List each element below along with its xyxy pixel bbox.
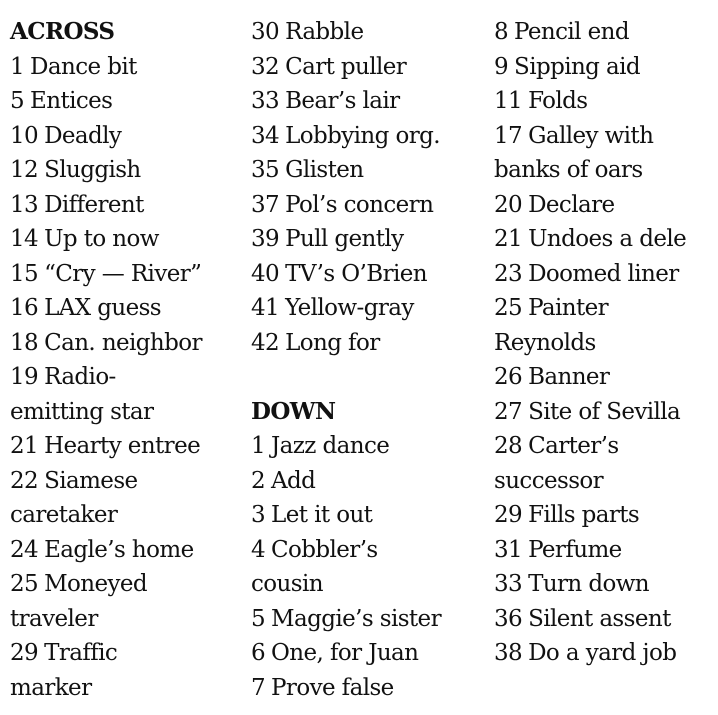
clue-number: 1 [10,53,25,80]
clue-item [10,257,242,292]
down-clue-list-continued [494,15,714,671]
clue-number: 13 [10,191,39,218]
clue-item [494,533,714,568]
clue-line [494,533,714,568]
clue-item [10,464,242,533]
clue-number: 24 [10,536,39,563]
clue-line [494,50,714,85]
clue-line [494,15,714,50]
clue-number: 42 [251,329,280,356]
clue-text: “Cry — River” [44,260,202,287]
clue-text-continuation: successor [494,467,604,494]
clue-line [251,15,489,50]
clue-item [251,291,489,326]
clue-line [494,360,714,395]
clue-number: 41 [251,295,280,321]
clue-item [494,429,714,498]
clue-text: Painter [528,295,609,321]
clue-number: 9 [494,53,509,80]
clue-line [494,602,714,637]
clue-item [10,50,242,85]
clue-number: 5 [10,88,25,114]
clue-line [494,395,714,430]
clue-line [251,188,489,223]
clue-line [494,119,714,154]
clue-item [251,15,489,50]
clue-text: Pull gently [285,226,404,252]
clue-item [494,567,714,602]
clue-line [251,636,489,671]
clue-line [10,360,242,395]
clue-line [251,326,489,361]
clue-line [494,257,714,292]
clue-number: 34 [251,122,280,149]
clue-item [10,291,242,326]
clue-text: Maggie’s sister [271,605,441,632]
clue-item [251,326,489,361]
clue-item [494,222,714,257]
clue-number: 35 [251,157,280,183]
clue-text-continuation: marker [10,674,92,701]
clue-number: 31 [494,536,523,563]
clue-line [251,84,489,119]
down-heading: DOWN [251,397,336,425]
clue-number: 40 [251,260,280,287]
clue-number: 30 [251,19,280,45]
clue-item [494,498,714,533]
clue-number: 19 [10,364,39,390]
clue-text-continuation: Reynolds [494,329,596,356]
across-heading: ACROSS [10,18,115,45]
clue-item [251,50,489,85]
clue-item [10,222,242,257]
clue-item [251,429,489,464]
clue-text: Carter’s [528,433,619,459]
clue-text: Hearty entree [44,433,201,459]
clue-text: Can. neighbor [44,329,202,356]
clue-number: 21 [494,226,523,252]
clue-number: 29 [494,502,523,528]
clue-text: Perfume [528,536,622,563]
clue-line [494,636,714,671]
clue-text: Let it out [271,502,373,528]
clue-line [10,567,242,602]
clue-item [251,636,489,671]
clue-line [10,188,242,223]
clue-line [10,222,242,257]
clue-line [251,671,489,706]
clue-text: Sluggish [44,157,141,183]
across-clue-list [10,50,242,706]
clue-text: Eagle’s home [44,536,194,563]
clue-item [251,533,489,602]
clue-item [10,153,242,188]
clue-number: 27 [494,398,523,425]
clue-item [494,636,714,671]
clue-number: 20 [494,191,523,218]
clue-line [494,429,714,464]
clue-number: 2 [251,467,266,494]
clue-text: Long for [285,329,380,356]
clue-item [10,567,242,636]
clue-number: 37 [251,191,280,218]
clue-text: Lobbying org. [285,122,440,149]
clue-text: Turn down [528,571,650,597]
clue-line [251,153,489,188]
clue-item [494,360,714,395]
clue-item [494,395,714,430]
clue-item [494,50,714,85]
clue-number: 22 [10,467,39,494]
clue-text-continuation: caretaker [10,502,118,528]
clue-line [251,498,489,533]
clue-item [251,464,489,499]
clue-text: Galley with [528,122,654,149]
clue-text: Up to now [44,226,159,252]
clue-number: 33 [494,571,523,597]
clue-number: 29 [10,640,39,666]
clue-text: Pencil end [514,19,629,45]
down-clue-list [251,429,489,705]
clue-number: 10 [10,122,39,149]
clue-text: Moneyed [44,571,148,597]
section-gap [251,360,489,395]
clue-text: Prove false [271,674,394,701]
clue-line [10,429,242,464]
clue-text: Add [271,467,316,494]
clue-item [251,119,489,154]
clue-text: Banner [528,364,610,390]
clue-item [494,84,714,119]
clue-column-2 [251,15,489,705]
clue-number: 25 [10,571,39,597]
clue-line [494,188,714,223]
clue-item [10,119,242,154]
clue-text: Doomed liner [528,260,679,287]
across-clue-list-continued [251,15,489,360]
clue-line [251,533,489,568]
clue-text: Different [44,191,144,218]
clue-item [494,119,714,188]
clue-item [494,257,714,292]
clue-number: 38 [494,640,523,666]
clue-number: 1 [251,433,266,459]
clue-line [494,291,714,326]
clue-text: Site of Sevilla [528,398,681,425]
clue-text-continuation: emitting star [10,398,154,425]
clue-item [251,671,489,706]
clue-item [251,153,489,188]
clue-line [251,602,489,637]
clue-item [251,84,489,119]
clue-text-continuation: cousin [251,571,323,597]
clue-number: 12 [10,157,39,183]
clue-line [10,464,242,499]
clue-number: 5 [251,605,266,632]
clue-number: 39 [251,226,280,252]
clue-number: 18 [10,329,39,356]
clue-item [10,360,242,429]
clue-text: Fills parts [528,502,640,528]
clue-item [494,188,714,223]
clue-line [10,636,242,671]
clue-line [10,257,242,292]
clue-text: Entices [30,88,113,114]
clue-number: 14 [10,226,39,252]
clue-text-continuation: banks of oars [494,157,643,183]
clue-line [251,222,489,257]
clue-number: 23 [494,260,523,287]
clue-text: One, for Juan [271,640,419,666]
clue-text: Traffic [44,640,118,666]
clue-item [494,291,714,360]
clue-text: Dance bit [30,53,137,80]
clue-text-continuation: traveler [10,605,98,632]
clue-line [251,464,489,499]
clue-text: Cobbler’s [271,536,378,563]
clue-item [251,602,489,637]
clue-item [251,498,489,533]
clue-number: 6 [251,640,266,666]
clue-line [10,291,242,326]
clue-item [10,429,242,464]
clue-line [10,533,242,568]
clue-text: Sipping aid [514,53,641,80]
clue-text: Siamese [44,467,138,494]
clue-text: Declare [528,191,615,218]
clue-line [10,326,242,361]
clue-item [494,15,714,50]
clue-text: Cart puller [285,53,407,80]
clue-line [251,119,489,154]
clue-text: LAX guess [44,295,162,321]
clue-text: Undoes a dele [528,226,687,252]
clue-number: 33 [251,88,280,114]
clue-column-3 [494,15,714,671]
clue-line [251,429,489,464]
clue-number: 28 [494,433,523,459]
clue-number: 21 [10,433,39,459]
clue-item [494,602,714,637]
clue-text: Silent assent [528,605,671,632]
clue-number: 25 [494,295,523,321]
clue-number: 17 [494,122,523,149]
clue-line [10,153,242,188]
clue-item [251,222,489,257]
clue-text: Yellow-gray [285,295,414,321]
clue-number: 7 [251,674,266,701]
clue-line [494,222,714,257]
clue-line [251,50,489,85]
clue-text: Pol’s concern [285,191,434,218]
clue-text: TV’s O’Brien [285,260,427,287]
clue-number: 3 [251,502,266,528]
clue-column-1 [10,15,242,705]
clue-number: 4 [251,536,266,563]
clue-item [10,188,242,223]
clue-text: Radio- [44,364,116,390]
clue-item [10,326,242,361]
clue-line [494,498,714,533]
clue-text: Do a yard job [528,640,677,666]
clue-line [494,567,714,602]
clue-item [251,257,489,292]
clue-text: Bear’s lair [285,88,400,114]
clue-number: 36 [494,605,523,632]
clue-text: Glisten [285,157,364,183]
clue-number: 15 [10,260,39,287]
clue-line [10,119,242,154]
clue-line [10,84,242,119]
clue-text: Folds [528,88,588,114]
clue-line [251,257,489,292]
clue-text: Jazz dance [271,433,390,459]
clue-line [494,84,714,119]
clue-number: 11 [494,88,523,114]
clue-item [10,533,242,568]
clue-line [10,50,242,85]
clue-text: Rabble [285,19,364,45]
clue-number: 16 [10,295,39,321]
clue-item [251,188,489,223]
clue-line [251,291,489,326]
clue-text: Deadly [44,122,122,149]
clue-number: 26 [494,364,523,390]
clue-number: 32 [251,53,280,80]
clue-item [10,84,242,119]
clue-number: 8 [494,19,509,45]
clue-item [10,636,242,705]
